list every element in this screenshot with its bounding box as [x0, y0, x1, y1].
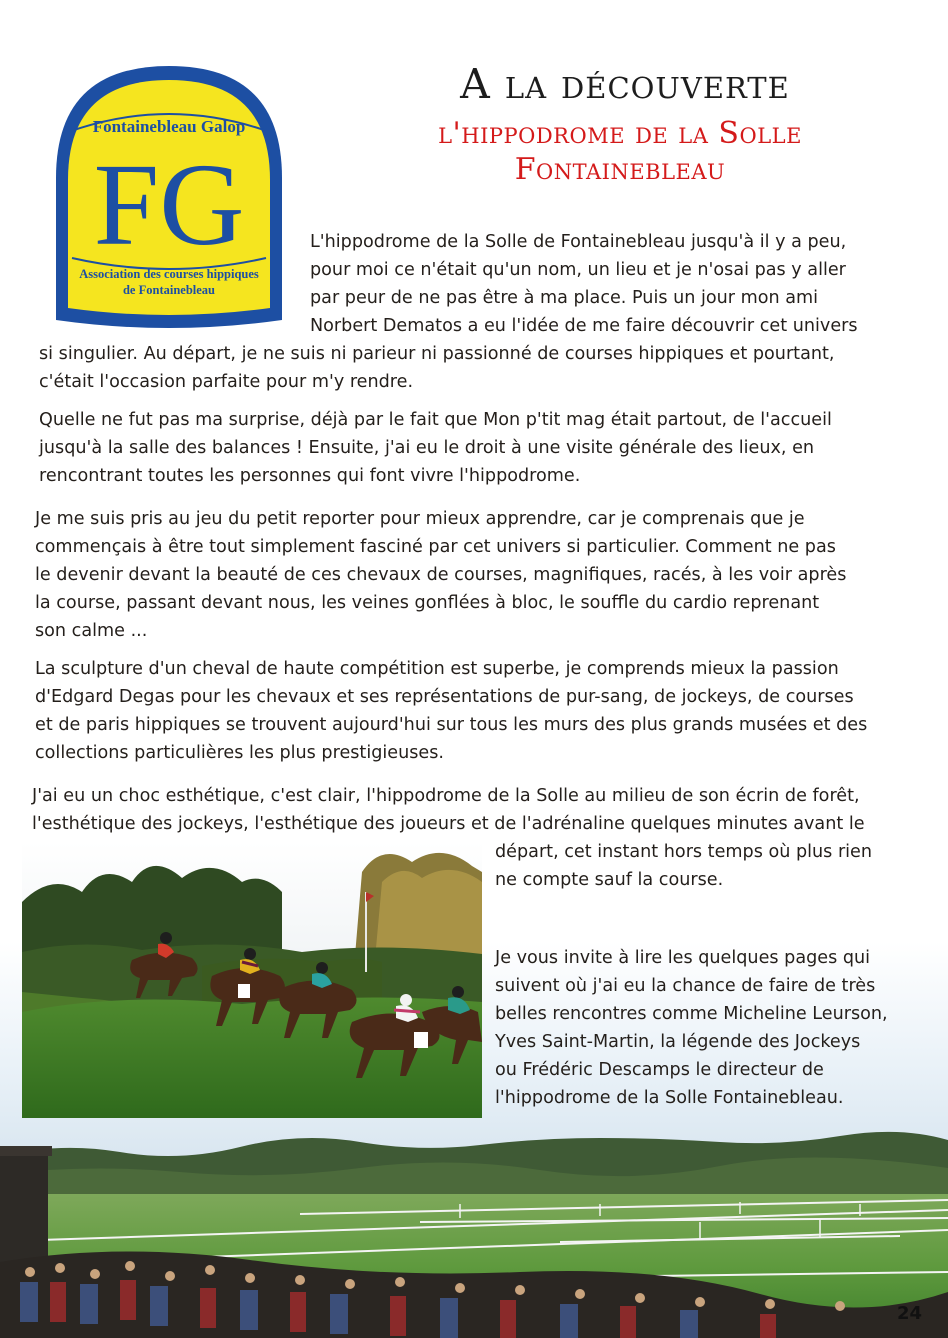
text-line: c'était l'occasion parfaite pour m'y rendre.	[39, 372, 414, 392]
text-line: Yves Saint-Martin, la légende des Jockeys	[495, 1032, 861, 1052]
text-line: la course, passant devant nous, les veines gonflées à bloc, le souffle du cardio reprenant	[35, 593, 820, 613]
subtitle-line-2: Fontainebleau	[514, 152, 726, 187]
text-line: ou Frédéric Descamps le directeur de	[495, 1060, 824, 1080]
paragraph-sculpture	[35, 655, 867, 767]
logo-top-text: Fontainebleau Galop	[92, 117, 246, 136]
text-line: d'Edgard Degas pour les chevaux et ses représentations de pur-sang, de jockeys, de courses	[35, 687, 854, 707]
subtitle-line-1: l'hippodrome de la Solle	[438, 116, 802, 151]
text-line: son calme ...	[35, 621, 148, 641]
text-line: Quelle ne fut pas ma surprise, déjà par le fait que Mon p'tit mag était partout, de l'accueil	[39, 410, 832, 430]
text-line: collections particulières les plus prestigieuses.	[35, 743, 445, 763]
text-line: par peur de ne pas être à ma place. Puis un jour mon ami	[310, 288, 819, 308]
text-line: L'hippodrome de la Solle de Fontainebleau jusqu'à il y a peu,	[310, 232, 847, 252]
text-line: commençais à être tout simplement fasciné par cet univers si particulier. Comment ne pas	[35, 537, 836, 557]
text-line: jusqu'à la salle des balances ! Ensuite, j'ai eu le droit à une visite générale des lieux, en	[39, 438, 815, 458]
logo-initials: FG	[93, 139, 245, 270]
text-line: pour moi ce n'était qu'un nom, un lieu et je n'osai pas y aller	[310, 260, 846, 280]
logo-bottom-line2: de Fontainebleau	[122, 283, 216, 297]
text-line: si singulier. Au départ, je ne suis ni parieur ni passionné de courses hippiques et pourtant,	[39, 344, 835, 364]
text-line: l'esthétique des jockeys, l'esthétique des joueurs et de l'adrénaline quelques minutes avant le	[32, 814, 865, 834]
text-line: suivent où j'ai eu la chance de faire de très	[495, 976, 876, 996]
logo-bottom-line1: Association des courses hippiques	[79, 267, 259, 281]
paragraph-invitation	[495, 944, 888, 1112]
text-line: belles rencontres comme Micheline Leurson,	[495, 1004, 888, 1024]
text-line: La sculpture d'un cheval de haute compétition est superbe, je comprends mieux la passion	[35, 659, 839, 679]
text-line: et de paris hippiques se trouvent aujourd'hui sur tous les murs des plus grands musées et des	[35, 715, 868, 735]
text-line: le devenir devant la beauté de ces chevaux de courses, magnifiques, racés, à les voir après	[35, 565, 847, 585]
text-line: ne compte sauf la course.	[495, 870, 724, 890]
paragraph-intro	[0, 228, 858, 396]
page-title: A la découverte	[460, 60, 790, 108]
paragraph-reporter	[35, 505, 846, 645]
page-subtitle	[320, 116, 920, 188]
text-line: Norbert Dematos a eu l'idée de me faire découvrir cet univers	[310, 316, 858, 336]
text-line: J'ai eu un choc esthétique, c'est clair, l'hippodrome de la Solle au milieu de son écrin de forêt,	[32, 786, 860, 806]
text-line: rencontrant toutes les personnes qui font vivre l'hippodrome.	[39, 466, 581, 486]
paragraph-surprise	[39, 406, 832, 490]
horse-race-photo	[22, 842, 482, 1118]
page-number: 24	[896, 1303, 922, 1324]
text-line: départ, cet instant hors temps où plus rien	[495, 842, 873, 862]
text-line: Je me suis pris au jeu du petit reporter pour mieux apprendre, car je comprenais que je	[35, 509, 805, 529]
text-line: l'hippodrome de la Solle Fontainebleau.	[495, 1088, 844, 1108]
text-line: Je vous invite à lire les quelques pages qui	[495, 948, 871, 968]
